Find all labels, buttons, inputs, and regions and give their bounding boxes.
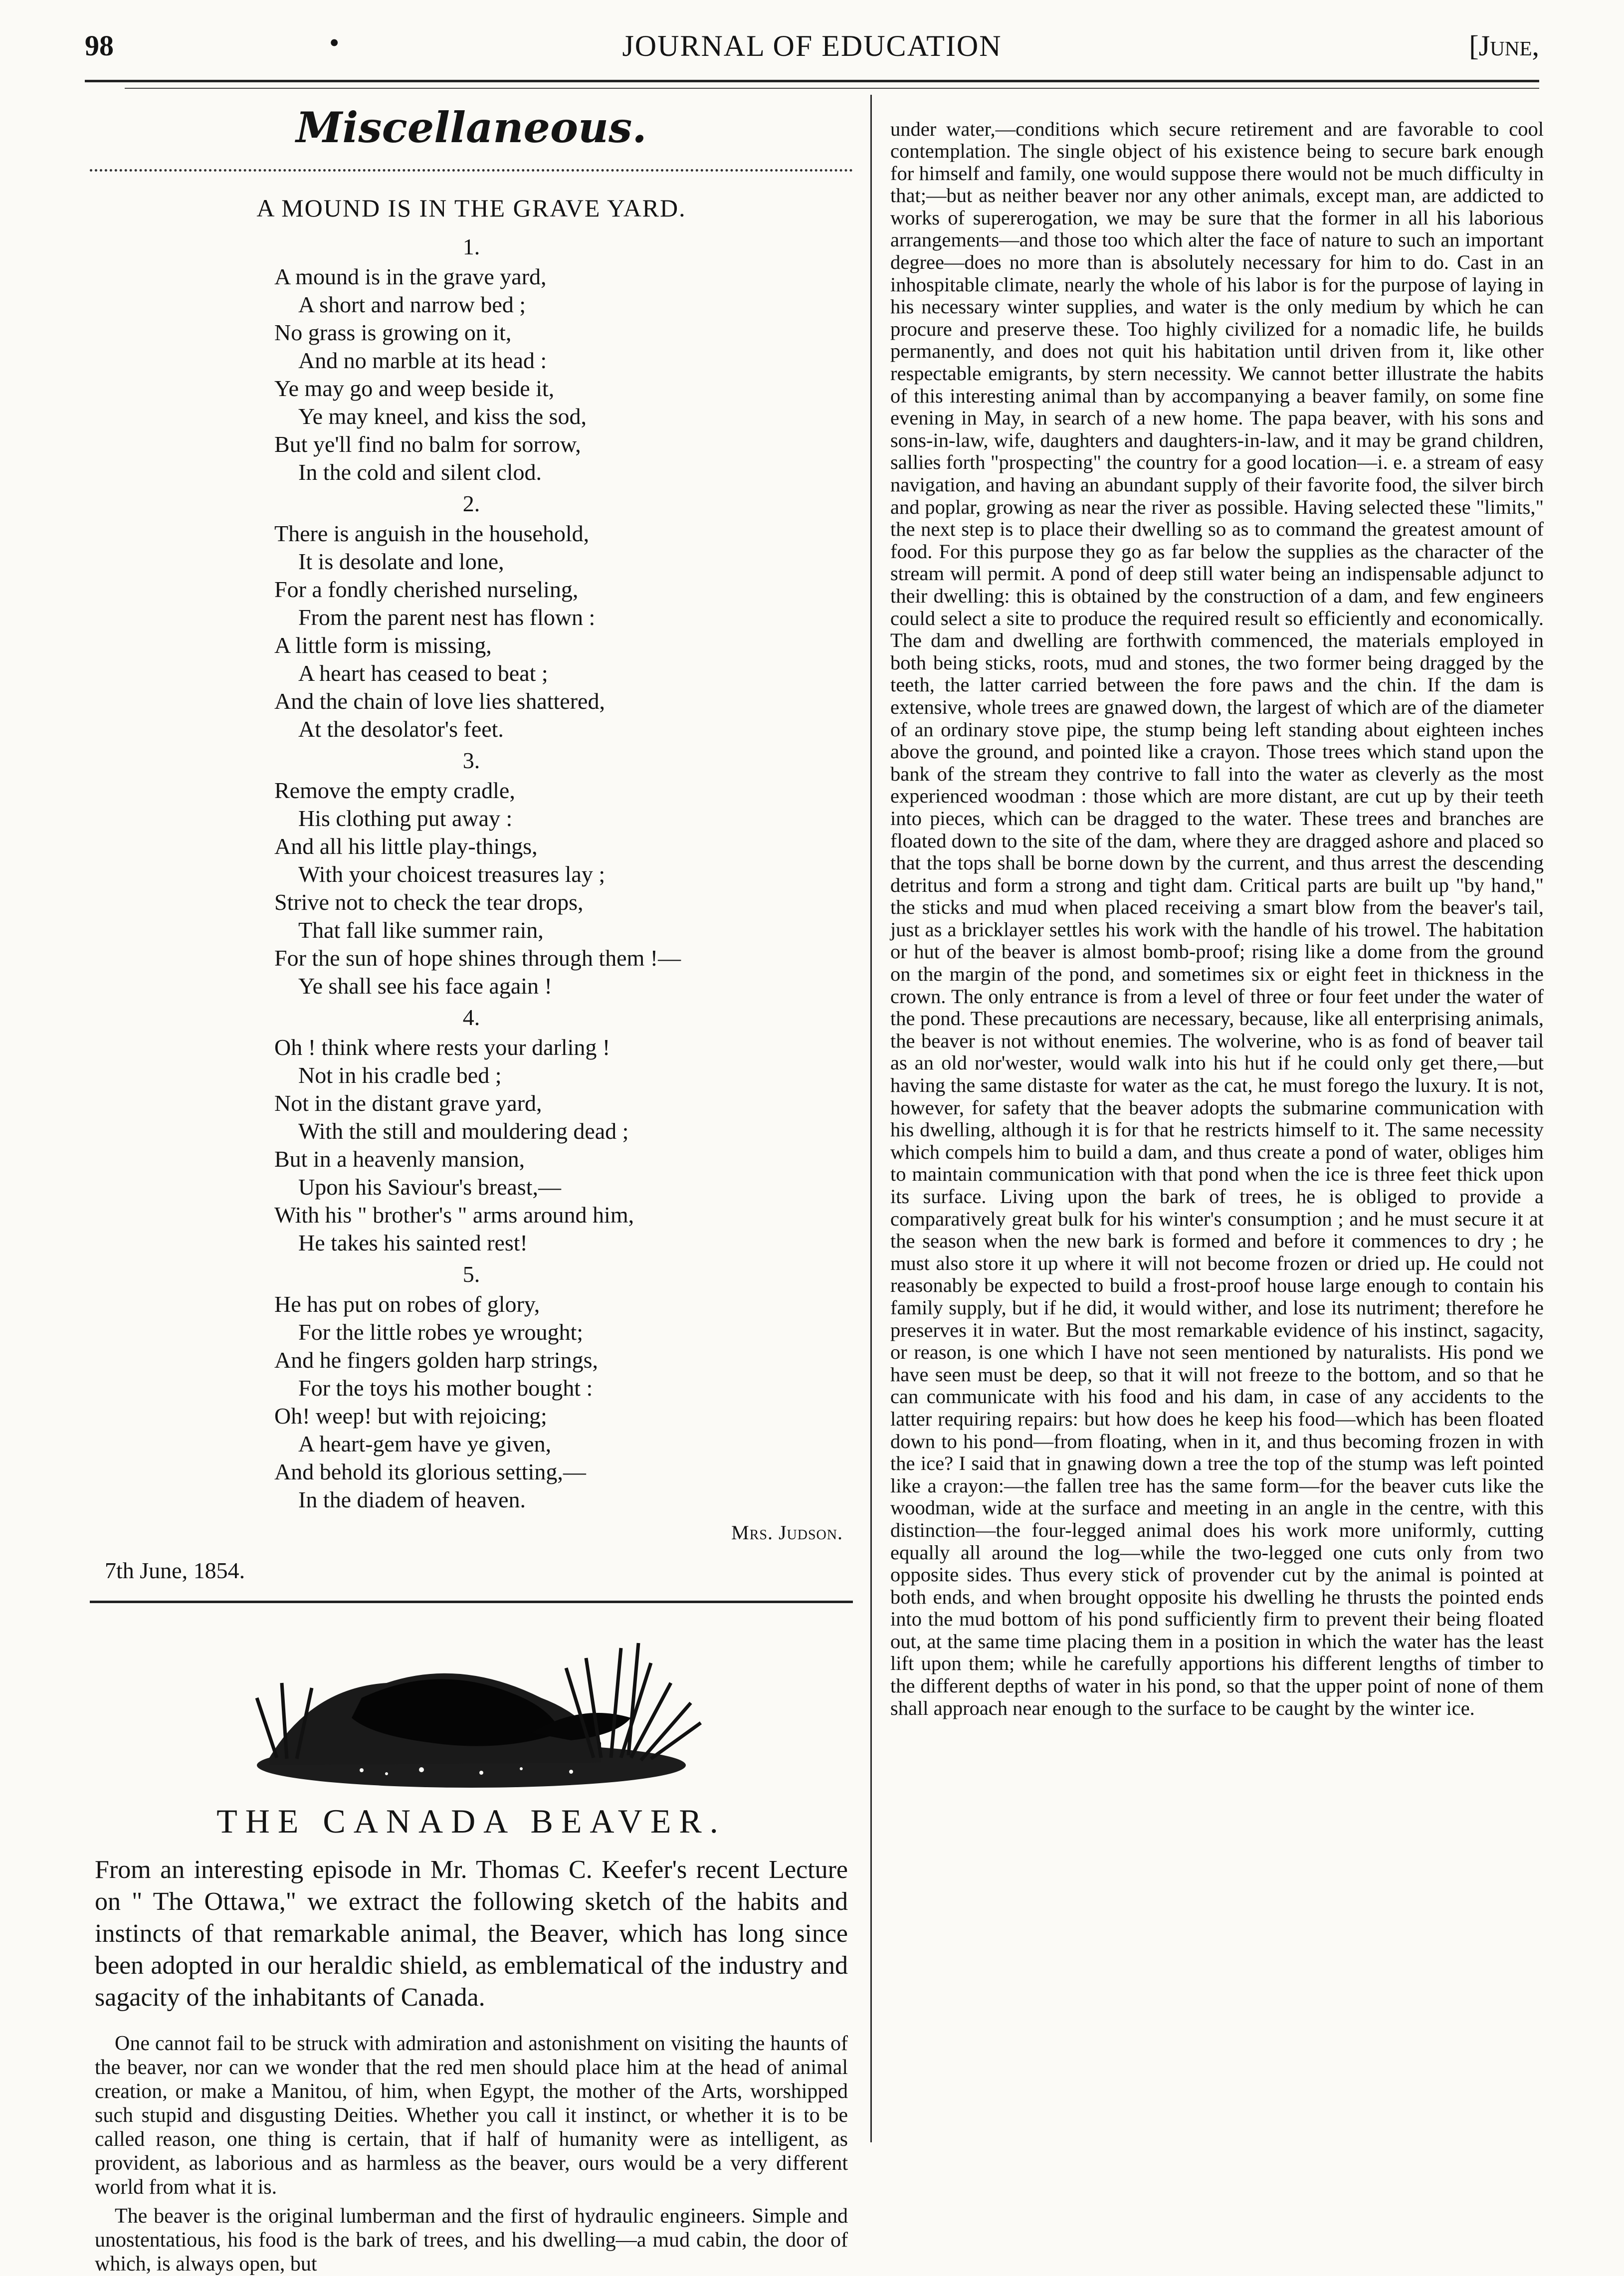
- poem-line: But ye'll find no balm for sorrow,: [274, 431, 581, 457]
- poem-line: A mound is in the grave yard,: [274, 264, 547, 289]
- poem-line: Not in the distant grave yard,: [274, 1090, 542, 1116]
- stanza-number: 5.: [462, 1261, 480, 1287]
- poem-line: And all his little play-things,: [274, 833, 538, 859]
- poem-line: With the still and mouldering dead ;: [298, 1118, 629, 1144]
- poem-line: For the toys his mother bought :: [298, 1375, 593, 1401]
- poem-line: For a fondly cherished nurseling,: [274, 577, 579, 602]
- poem-line: There is anguish in the household,: [274, 521, 590, 546]
- poem-line: From the parent nest has flown :: [298, 605, 596, 630]
- poem-line: A little form is missing,: [274, 632, 492, 658]
- stanza: [274, 263, 853, 486]
- poem-body: [90, 233, 853, 1514]
- journal-title: JOURNAL OF EDUCATION: [622, 29, 1002, 62]
- article-title: THE CANADA BEAVER.: [216, 1802, 726, 1840]
- poem-line: In the diadem of heaven.: [298, 1487, 526, 1512]
- header-dot: •: [329, 26, 340, 59]
- poem-line: His clothing put away :: [298, 806, 513, 831]
- stanza: [274, 520, 853, 743]
- article-intro: From an interesting episode in Mr. Thomas C. Keefer's recent Lecture on " The Ottawa," we extract the following sketch of the habits and instincts of that remarkable animal, the Beaver, which has long since been adopted in our heraldic shield, as emblematical of the industry and sagacity of the inhabitants of Canada.: [95, 1856, 848, 2012]
- poem-line: And the chain of love lies shattered,: [274, 688, 605, 714]
- poem-line: At the desolator's feet.: [298, 716, 504, 742]
- poem-line: But in a heavenly mansion,: [274, 1146, 525, 1172]
- poem-line: He takes his sainted rest!: [298, 1230, 528, 1255]
- wavy-divider: [90, 169, 853, 172]
- poem-line: He has put on robes of glory,: [274, 1291, 540, 1317]
- stanza: [274, 777, 853, 1000]
- poem-line: A short and narrow bed ;: [298, 292, 526, 317]
- poem-line: And no marble at its head :: [298, 348, 547, 373]
- header-month: [June,: [1469, 29, 1539, 62]
- poem-line: Ye may kneel, and kiss the sod,: [298, 404, 587, 429]
- poem-date: 7th June, 1854.: [105, 1558, 245, 1583]
- poem-line: Remove the empty cradle,: [274, 778, 515, 803]
- right-column: [890, 98, 1544, 2143]
- poem-line: A heart has ceased to beat ;: [298, 660, 548, 686]
- stanza: [274, 1034, 853, 1257]
- poem-line: It is desolate and lone,: [298, 549, 504, 574]
- header-rule: [85, 80, 1539, 82]
- poem-line: Oh ! think where rests your darling !: [274, 1035, 610, 1060]
- stanza-number: 3.: [462, 748, 480, 773]
- poem-line: And he fingers golden harp strings,: [274, 1347, 598, 1373]
- poem-line: With your choicest treasures lay ;: [298, 861, 606, 887]
- section-heading: Miscellaneous.: [296, 103, 647, 152]
- poem-line: Ye shall see his face again !: [298, 973, 552, 999]
- poem-line: Strive not to check the tear drops,: [274, 889, 584, 915]
- beaver-illustration: [222, 1628, 721, 1793]
- poem-line: For the sun of hope shines through them !—: [274, 945, 681, 971]
- stanza-number: 1.: [462, 234, 480, 259]
- poem-line: In the cold and silent clod.: [298, 459, 542, 485]
- left-column: [90, 98, 853, 2276]
- poem-line: Oh! weep! but with rejoicing;: [274, 1403, 547, 1429]
- poem-line: No grass is growing on it,: [274, 320, 512, 345]
- section-rule: [90, 1601, 853, 1603]
- poem-title: A MOUND IS IN THE GRAVE YARD.: [256, 194, 686, 222]
- stanza-number: 4.: [462, 1005, 480, 1030]
- poem-line: Not in his cradle bed ;: [298, 1062, 502, 1088]
- poem-author: Mrs. Judson.: [731, 1521, 843, 1544]
- poem-line: That fall like summer rain,: [298, 917, 544, 943]
- poem-line: With his " brother's " arms around him,: [274, 1202, 634, 1228]
- poem-line: For the little robes ye wrought;: [298, 1319, 584, 1345]
- poem-line: Ye may go and weep beside it,: [274, 376, 555, 401]
- stanza-number: 2.: [462, 491, 480, 516]
- article-paragraph-2: The beaver is the original lumberman and the first of hydraulic engineers. Simple and unostentatious, his food is the bark of trees, and his dwelling—a mud cabin, the door of which, is always open, but: [95, 2205, 848, 2276]
- header-rule-thin: [125, 88, 1539, 89]
- page-number: 98: [85, 29, 114, 62]
- stanza: [274, 1290, 853, 1514]
- article-continuation: under water,—conditions which secure retirement and are favorable to cool contemplation. The single object of his existence being to secure bark enough for himself and family, one would suppose there would not be much difficulty in that;—but as neither beaver nor any other animals, except man, are addicted to works of supererogation, we may be sure that the former in all his laborious arrangements—and those too which alter the face of nature to such an important degree—does no more than is absolutely necessary for him to do. Cast in an inhospitable climate, nearly the whole of his labor is for the purpose of laying in his necessary winter supplies, and water is the only medium by which he can procure and preserve these. Too highly civilized for a nomadic life, he builds permanently, and does not quit his habitation until driven from it, like other respectable emigrants, by stern necessity. We cannot better illustrate the habits of this interesting animal than by accompanying a beaver family, on some fine evening in May, in search of a new home. The papa beaver, with his sons and sons-in-law, wife, daughters and daughters-in-law, and it may be grand children, sallies forth "prospecting" the country for a good location—i. e. a stream of easy navigation, and having an abundant supply of their favorite food, the silver birch and poplar, growing as near the river as possible. Having selected these "limits," the next step is to place their dwelling so as to command the greatest amount of food. For this purpose they go as far below the supplies as the character of the stream will permit. A pond of deep still water being an indispensable adjunct to their dwelling: this is obtained by the construction of a dam, and few engineers could select a site to produce the required result so efficiently and economically. The dam and dwelling are forthwith commenced, the materials employed in both being sticks, roots, mud and stones, the two former being dragged by the teeth, the latter carried between the fore paws and the chin. If the dam is extensive, whole trees are gnawed down, the largest of which are of the diameter of an ordinary stove pipe, the stump being left standing about eighteen inches above the ground, and pointed like a crayon. Those trees which stand upon the bank of the stream they contrive to fall into the water as cleverly as the most experienced woodman : those which are more distant, are cut up by their teeth into pieces, which can be dragged to the water. These trees and branches are floated down to the site of the dam, where they are dragged ashore and placed so that the tops shall be borne down by the current, and thus arrest the descending detritus and form a strong and tight dam. Critical parts are built up "by hand," the sticks and mud when placed receiving a smart blow from the beaver's tail, just as a bricklayer settles his work with the handle of his trowel. The habitation or hut of the beaver is almost bomb-proof; rising like a dome from the ground on the margin of the pond, and sometimes six or eight feet in thickness in the crown. The only entrance is from a level of three or four feet under the water of the pond. These precautions are necessary, because, like all enterprising animals, the beaver is not without enemies. The wolverine, who is as fond of beaver tail as an old nor'wester, would walk into his hut if he could only get there,—but having the same distaste for water as the cat, he must forego the luxury. It is not, however, for safety that the beaver adopts the submarine communication with his dwelling, although it is for that he restricts himself to it. The same necessity which compels him to build a dam, and thus create a pond of water, obliges him to maintain communication with that pond when the ice is three feet thick upon its surface. Living upon the bark of trees, he is obliged to provide a comparatively great bulk for his winter's consumption ; and he must secure it at the season when the new bark is formed and before it commences to dry ; he must also store it up where it will not become frozen or dried up. He could not reasonably be expected to build a frost-proof house large enough to contain his family supply, but if he did, it would wither, and lose its nutriment; therefore he preserves it in water. But the most remarkable evidence of his instinct, sagacity, or reason, is one which I have not seen mentioned by naturalists. His pond we have seen must be deep, so that it will not freeze to the bottom, and so that he can communicate with his food and his dam, in case of any accidents to the latter requiring repairs: but how does he keep his food—which has been floated down to his pond—from floating, when in it, and thus becoming frozen in with the ice? I said that in gnawing down a tree the top of the stump was left pointed like a crayon:—the fallen tree has the same form—for the beaver cuts like the woodman, wide at the surface and meeting in an angle in the centre, with this distinction—the four-legged animal does his work more uniformly, cutting equally all around the log—while the two-legged one cuts only from two opposite sides. Thus every stick of provender cut by the animal is pointed at both ends, and when brought opposite his dwelling he thrusts the pointed ends into the mud bottom of his pond sufficiently firm to prevent their being floated out, at the same time placing them in a position in which the water has the least lift upon them; while he carefully apportions his different lengths of timber to the different depths of water in his pond, so that the upper point of none of them shall approach near enough to the surface to be caught by the winter ice.: [890, 117, 1544, 1719]
- article-paragraph-1: One cannot fail to be struck with admiration and astonishment on visiting the haunts of the beaver, nor can we wonder that the red men should place him at the head of animal creation, or make a Manitou, of him, when Egypt, the mother of the Arts, worshipped such stupid and disgusting Deities. Whether you call it instinct, or whether it is to be called reason, one thing is certain, that if half of humanity were as intelligent, as provident, as laborious and as harmless as the beaver, ours would be a very different world from what it is.: [95, 2032, 848, 2199]
- poem-line: And behold its glorious setting,—: [274, 1459, 586, 1484]
- poem-line: A heart-gem have ye given,: [298, 1431, 552, 1456]
- column-divider: [870, 95, 872, 2142]
- page-header: [85, 24, 1539, 69]
- poem-line: Upon his Saviour's breast,—: [298, 1174, 562, 1200]
